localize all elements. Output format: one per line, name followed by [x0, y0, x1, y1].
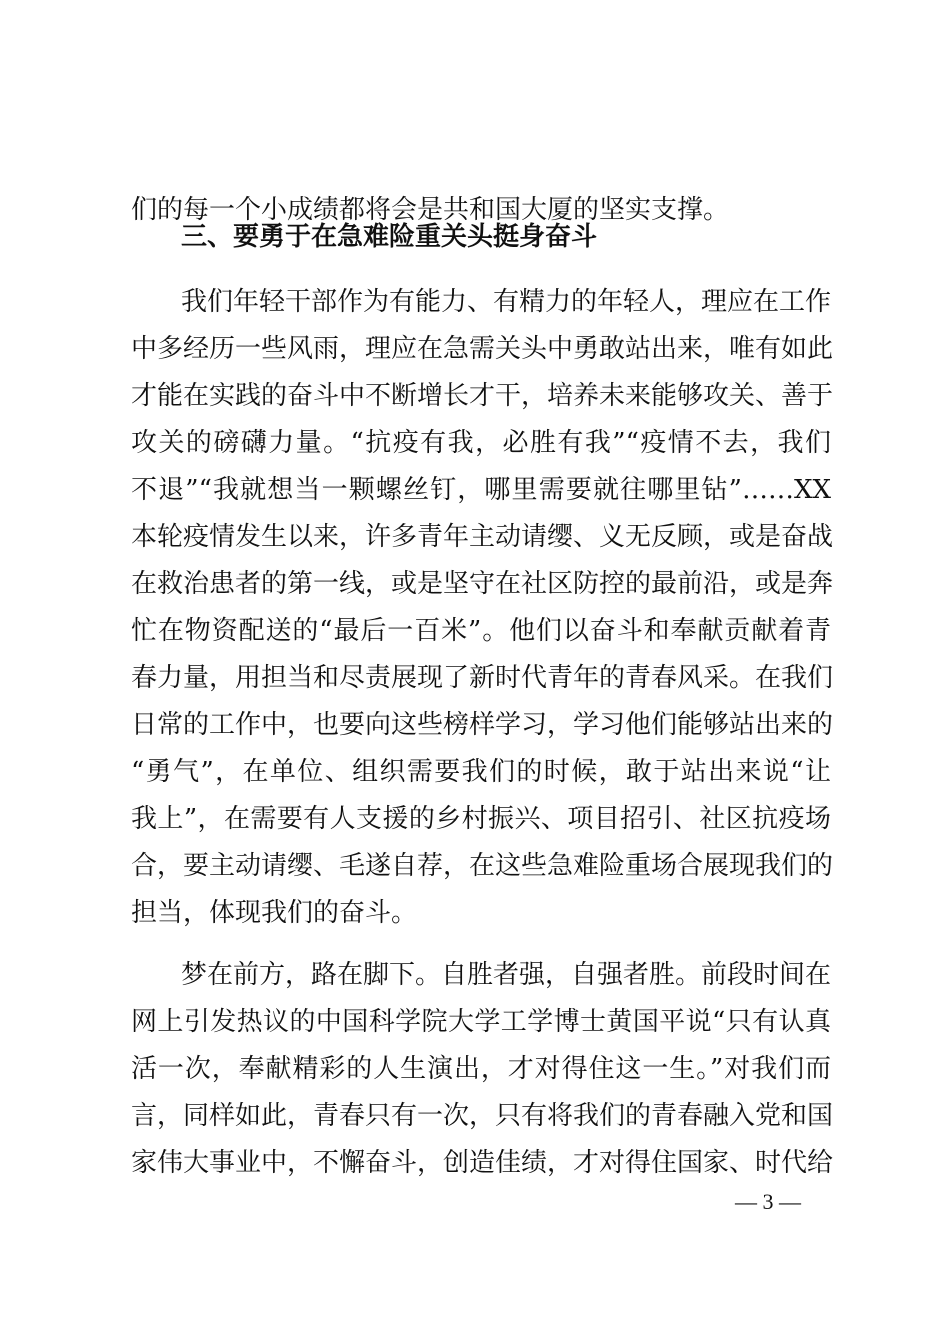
paragraph-line: 本轮疫情发生以来，许多青年主动请缨、义无反顾，或是奋战: [131, 522, 834, 552]
paragraph-line: 梦在前方，路在脚下。自胜者强，自强者胜。前段时间在: [181, 960, 832, 990]
paragraph-line: 担当，体现我们的奋斗。: [131, 898, 418, 928]
paragraph-line: 才能在实践的奋斗中不断增长才干，培养未来能够攻关、善于: [131, 381, 834, 411]
paragraph-line: 攻关的磅礴力量。“抗疫有我，必胜有我”“疫情不去，我们: [131, 428, 831, 458]
paragraph-line: 我上”，在需要有人支援的乡村振兴、项目招引、社区抗疫场: [131, 804, 831, 834]
paragraph-line: 活一次，奉献精彩的人生演出，才对得住这一生。”对我们而: [131, 1054, 831, 1084]
paragraph-line: 日常的工作中，也要向这些榜样学习，学习他们能够站出来的: [131, 710, 834, 740]
paragraph-line: 中多经历一些风雨，理应在急需关头中勇敢站出来，唯有如此: [131, 334, 834, 364]
paragraph-line: 网上引发热议的中国科学院大学工学博士黄国平说“只有认真: [131, 1007, 831, 1037]
paragraph-line: “勇气”，在单位、组织需要我们的时候，敢于站出来说“让: [131, 757, 831, 787]
section-heading: 三、要勇于在急难险重关头挺身奋斗: [181, 222, 598, 252]
paragraph-line: 家伟大事业中，不懈奋斗，创造佳绩，才对得住国家、时代给: [131, 1148, 834, 1178]
paragraph-line: 言，同样如此，青春只有一次，只有将我们的青春融入党和国: [131, 1101, 834, 1131]
paragraph-line: 春力量，用担当和尽责展现了新时代青年的青春风采。在我们: [131, 663, 834, 693]
carryover-line: 们的每一个小成绩都将会是共和国大厦的坚实支撑。: [131, 195, 730, 225]
paragraph-line: 在救治患者的第一线，或是坚守在社区防控的最前沿，或是奔: [131, 569, 834, 599]
page-number: — 3 —: [735, 1189, 801, 1214]
paragraph-line: 忙在物资配送的“最后一百米”。他们以奋斗和奉献贡献着青: [131, 616, 831, 646]
paragraph-line: 我们年轻干部作为有能力、有精力的年轻人，理应在工作: [181, 287, 832, 317]
paragraph-line: 合，要主动请缨、毛遂自荐，在这些急难险重场合展现我们的: [131, 851, 834, 881]
paragraph-line: 不退”“我就想当一颗螺丝钉，哪里需要就往哪里钻”……XX: [131, 475, 831, 505]
